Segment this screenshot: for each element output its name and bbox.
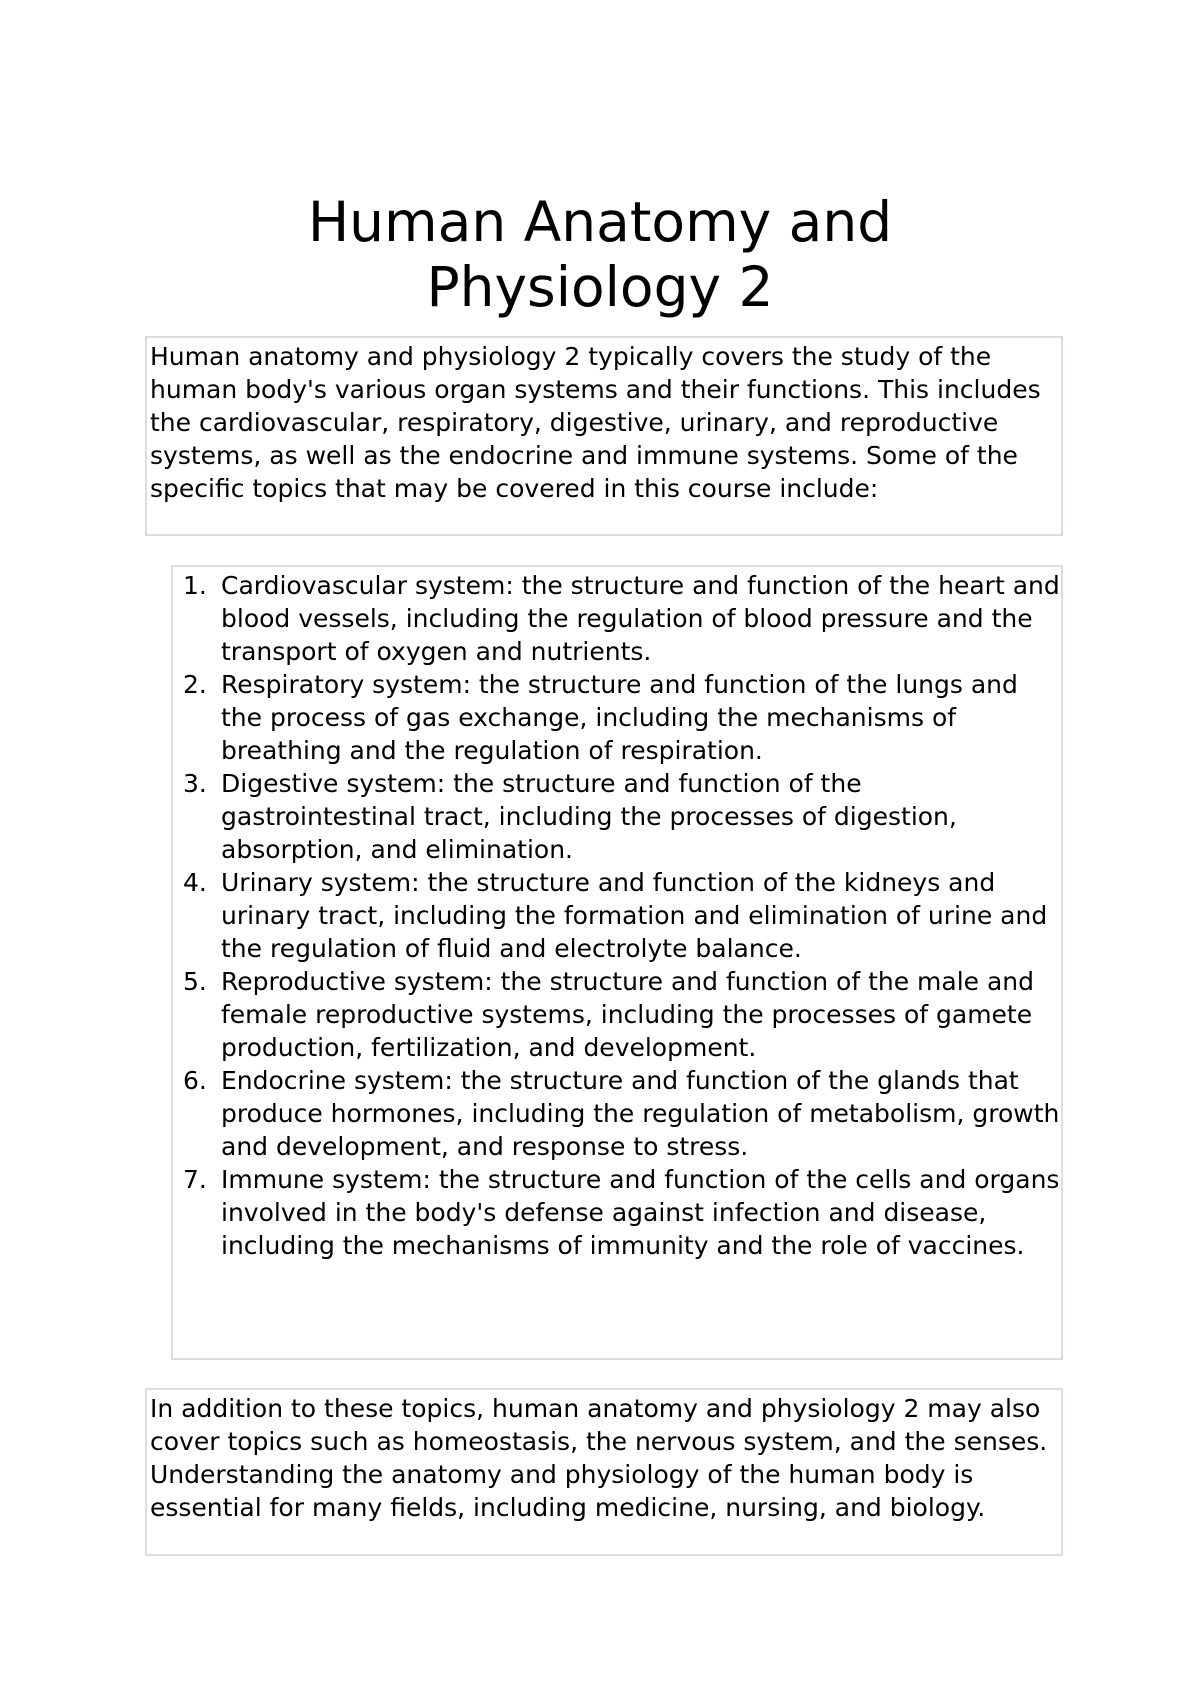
intro-paragraph: Human anatomy and physiology 2 typically covers the study of the human body's various organ systems and their functions. This includes the cardiovascular, respiratory, digestive, urinary, and reproductive systems, as well as the endocrine and immune systems. Some of the specific topics that may be covered in this course include:: [150, 342, 1041, 503]
topics-list-box[interactable]: [171, 565, 1063, 1360]
list-item: [173, 965, 1061, 1064]
list-item-number: 6.: [183, 1066, 207, 1095]
list-item-text: Immune system: the structure and function of the cells and organs involved in the body's defense against infection and disease, including the mechanisms of immunity and the role of vaccines.: [221, 1165, 1060, 1260]
page-title: [200, 190, 1000, 320]
list-item-number: 2.: [183, 670, 207, 699]
list-item: [173, 767, 1061, 866]
topics-list: [173, 569, 1061, 1262]
list-item-number: 7.: [183, 1165, 207, 1194]
list-item: [173, 569, 1061, 668]
list-item-number: 5.: [183, 967, 207, 996]
list-item-text: Reproductive system: the structure and function of the male and female reproductive systems, including the processes of gamete production, fertilization, and development.: [221, 967, 1035, 1062]
list-item-number: 4.: [183, 868, 207, 897]
outro-text-box[interactable]: [145, 1388, 1063, 1556]
list-item: [173, 866, 1061, 965]
outro-paragraph: In addition to these topics, human anatomy and physiology 2 may also cover topics such as homeostasis, the nervous system, and the senses. Understanding the anatomy and physiology of the human body is essential for many fields, including medicine, nursing, and biology.: [150, 1394, 1048, 1522]
list-item: [173, 1163, 1061, 1262]
intro-text-box[interactable]: [145, 336, 1063, 536]
list-item-text: Urinary system: the structure and function of the kidneys and urinary tract, including the formation and elimination of urine and the regulation of fluid and electrolyte balance.: [221, 868, 1048, 963]
list-item: [173, 1064, 1061, 1163]
list-item-text: Cardiovascular system: the structure and function of the heart and blood vessels, including the regulation of blood pressure and the transport of oxygen and nutrients.: [221, 571, 1060, 666]
title-line-1: Human Anatomy and: [307, 190, 893, 254]
list-item-text: Respiratory system: the structure and function of the lungs and the process of gas exchange, including the mechanisms of breathing and the regulation of respiration.: [221, 670, 1018, 765]
list-item-number: 3.: [183, 769, 207, 798]
list-item-text: Digestive system: the structure and function of the gastrointestinal tract, including the processes of digestion, absorption, and elimination.: [221, 769, 957, 864]
list-item-number: 1.: [183, 571, 207, 600]
list-item-text: Endocrine system: the structure and function of the glands that produce hormones, including the regulation of metabolism, growth and development, and response to stress.: [221, 1066, 1060, 1161]
title-line-2: Physiology 2: [426, 254, 774, 319]
list-item: [173, 668, 1061, 767]
